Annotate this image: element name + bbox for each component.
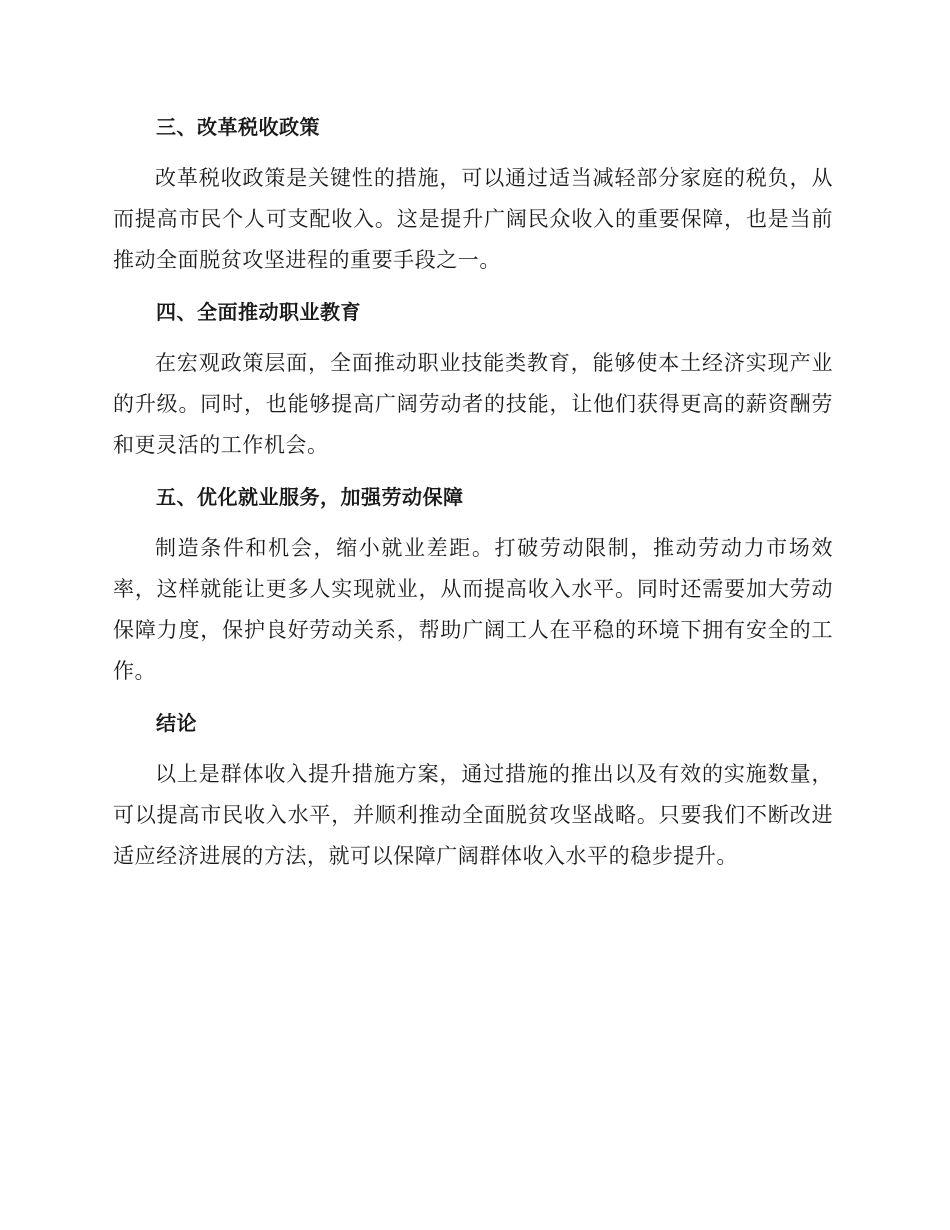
section-heading-tax-reform: 三、改革税收政策 (156, 115, 320, 139)
section-heading-conclusion: 结论 (156, 711, 197, 735)
section-heading-vocational-education: 四、全面推动职业教育 (156, 300, 361, 324)
section-paragraph-employment-services: 制造条件和机会，缩小就业差距。打破劳动限制，推动劳动力市场效率，这样就能让更多人实现就业，从而提高收入水平。同时还需要加大劳动保障力度，保护良好劳动关系，帮助广阔工人在平稳的环境下拥有安全的工作。 (113, 536, 833, 683)
section-paragraph-vocational-education: 在宏观政策层面，全面推动职业技能类教育，能够使本土经济实现产业的升级。同时，也能够提高广阔劳动者的技能，让他们获得更高的薪资酬劳和更灵活的工作机会。 (113, 351, 833, 457)
section-paragraph-tax-reform: 改革税收政策是关键性的措施，可以通过适当减轻部分家庭的税负，从而提高市民个人可支配收入。这是提升广阔民众收入的重要保障，也是当前推动全面脱贫攻坚进程的重要手段之一。 (113, 166, 833, 272)
section-heading-employment-services: 五、优化就业服务，加强劳动保障 (156, 485, 464, 509)
section-paragraph-conclusion: 以上是群体收入提升措施方案，通过措施的推出以及有效的实施数量，可以提高市民收入水平，并顺利推动全面脱贫攻坚战略。只要我们不断改进适应经济进展的方法，就可以保障广阔群体收入水平的稳步提升。 (113, 762, 833, 868)
document-body (113, 106, 833, 887)
